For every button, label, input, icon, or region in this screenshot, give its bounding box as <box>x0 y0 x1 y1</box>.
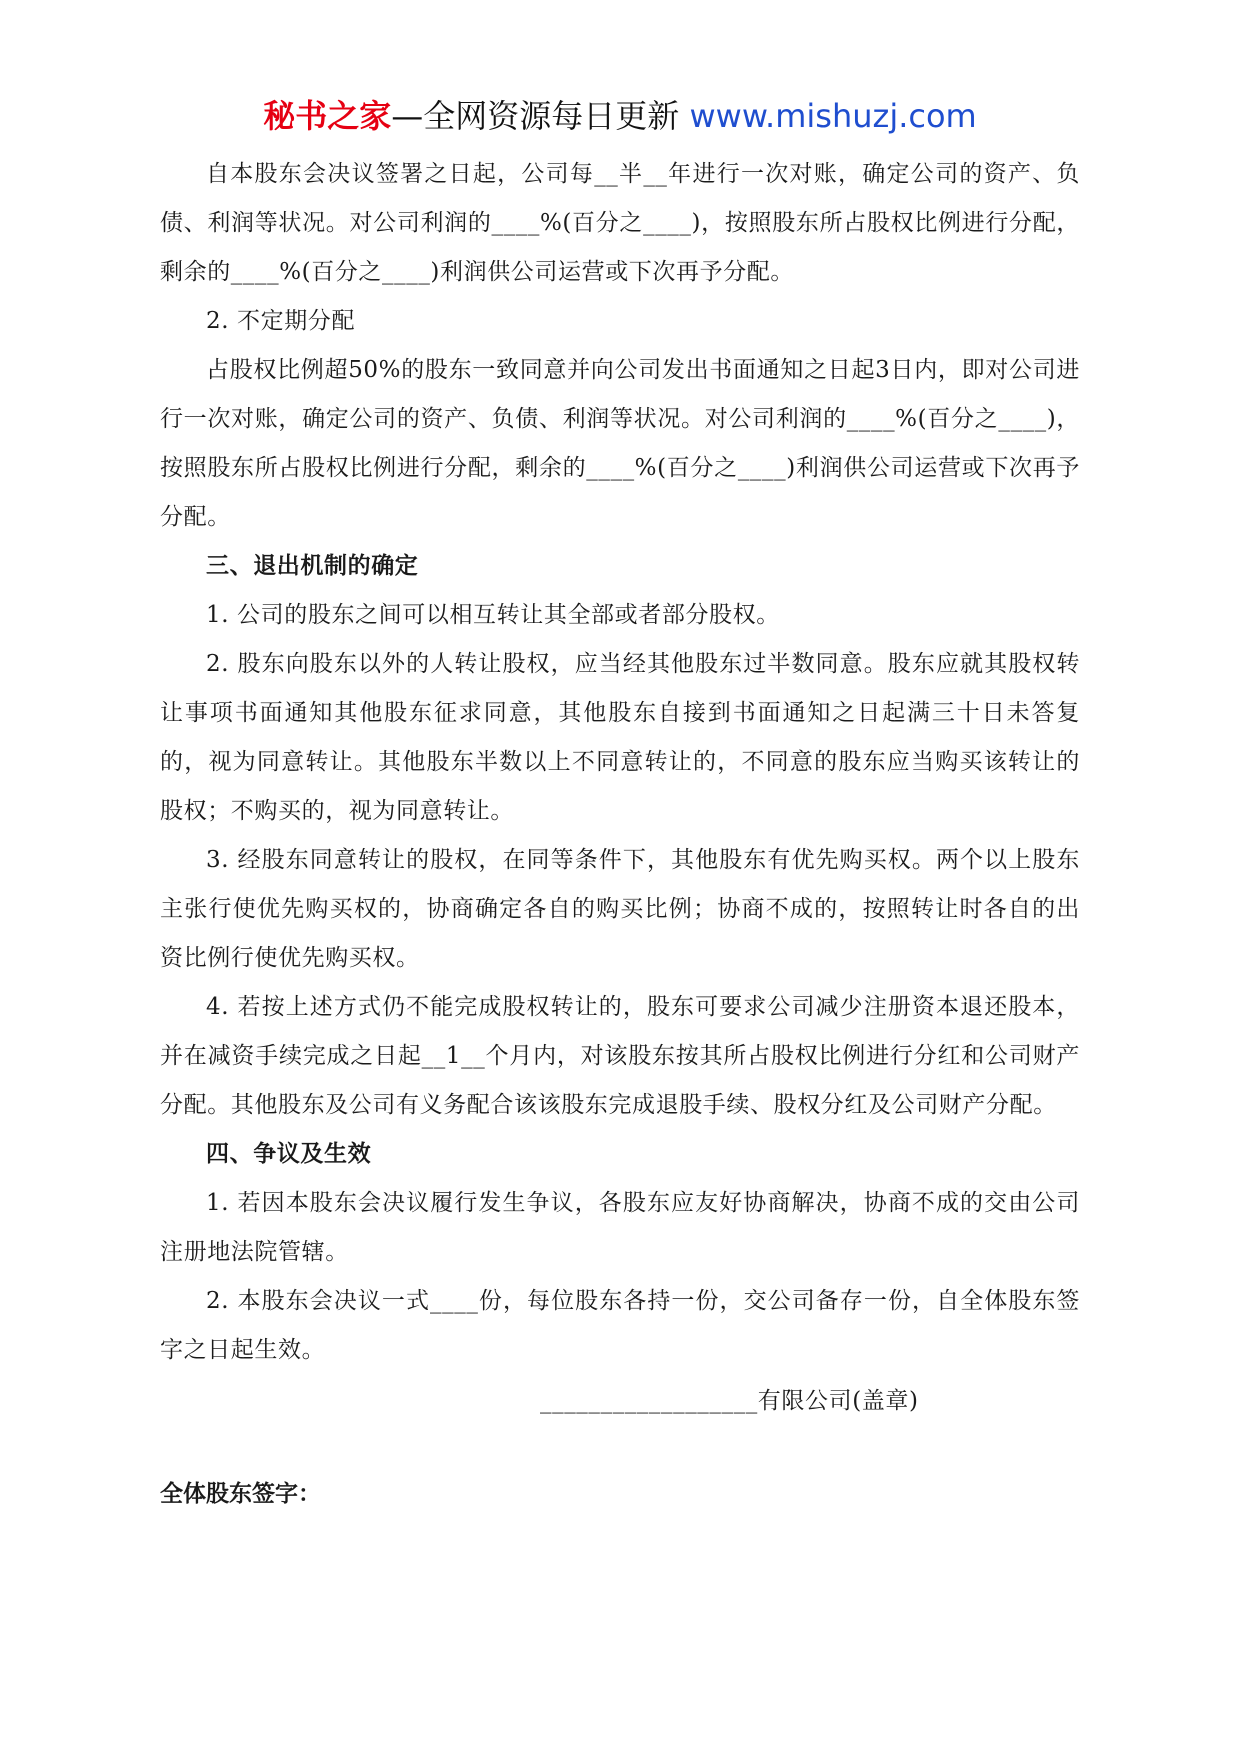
company-stamp-line: __________________有限公司(盖章) <box>540 1388 919 1414</box>
periodic-distribution-paragraph: 自本股东会决议签署之日起，公司每__半__年进行一次对账，确定公司的资产、负债、利润等状况。对公司利润的____%(百分之____)，按照股东所占股权比例进行分配，剩余的____%(百分之____)利润供公司运营或下次再予分配。 <box>160 161 1080 285</box>
document-body <box>160 150 1080 1375</box>
site-header <box>0 92 1240 140</box>
dispute-clause-2: 2. 本股东会决议一式____份，每位股东各持一份，交公司备存一份，自全体股东签字之日起生效。 <box>160 1288 1080 1363</box>
section-heading-exit-mechanism: 三、退出机制的确定 <box>206 553 419 579</box>
header-slogan: —全网资源每日更新 <box>391 97 680 135</box>
section-heading-dispute-effect: 四、争议及生效 <box>206 1141 372 1167</box>
dispute-clause-1: 1. 若因本股东会决议履行发生争议，各股东应友好协商解决，协商不成的交由公司注册地法院管辖。 <box>160 1190 1080 1265</box>
irregular-distribution-item: 2. 不定期分配 <box>206 308 356 334</box>
exit-clause-4: 4. 若按上述方式仍不能完成股权转让的，股东可要求公司减少注册资本退还股本，并在减资手续完成之日起__1__个月内，对该股东按其所占股权比例进行分红和公司财产分配。其他股东及公司有义务配合该该股东完成退股手续、股权分红及公司财产分配。 <box>160 994 1080 1118</box>
exit-clause-1: 1. 公司的股东之间可以相互转让其全部或者部分股权。 <box>206 602 780 628</box>
exit-clause-2: 2. 股东向股东以外的人转让股权，应当经其他股东过半数同意。股东应就其股权转让事项书面通知其他股东征求同意，其他股东自接到书面通知之日起满三十日未答复的，视为同意转让。其他股东半数以上不同意转让的，不同意的股东应当购买该转让的股权；不购买的，视为同意转让。 <box>160 651 1080 824</box>
exit-clause-3: 3. 经股东同意转让的股权，在同等条件下，其他股东有优先购买权。两个以上股东主张行使优先购买权的，协商确定各自的购买比例；协商不成的，按照转让时各自的出资比例行使优先购买权。 <box>160 847 1080 971</box>
shareholder-signature-label: 全体股东签字： <box>160 1481 321 1507</box>
irregular-distribution-paragraph: 占股权比例超50%的股东一致同意并向公司发出书面通知之日起3日内，即对公司进行一次对账，确定公司的资产、负债、利润等状况。对公司利润的____%(百分之____)，按照股东所占股权比例进行分配，剩余的____%(百分之____)利润供公司运营或下次再予分配。 <box>160 357 1080 530</box>
site-url: www.mishuzj.com <box>689 97 977 135</box>
brand-name: 秘书之家 <box>263 97 392 135</box>
